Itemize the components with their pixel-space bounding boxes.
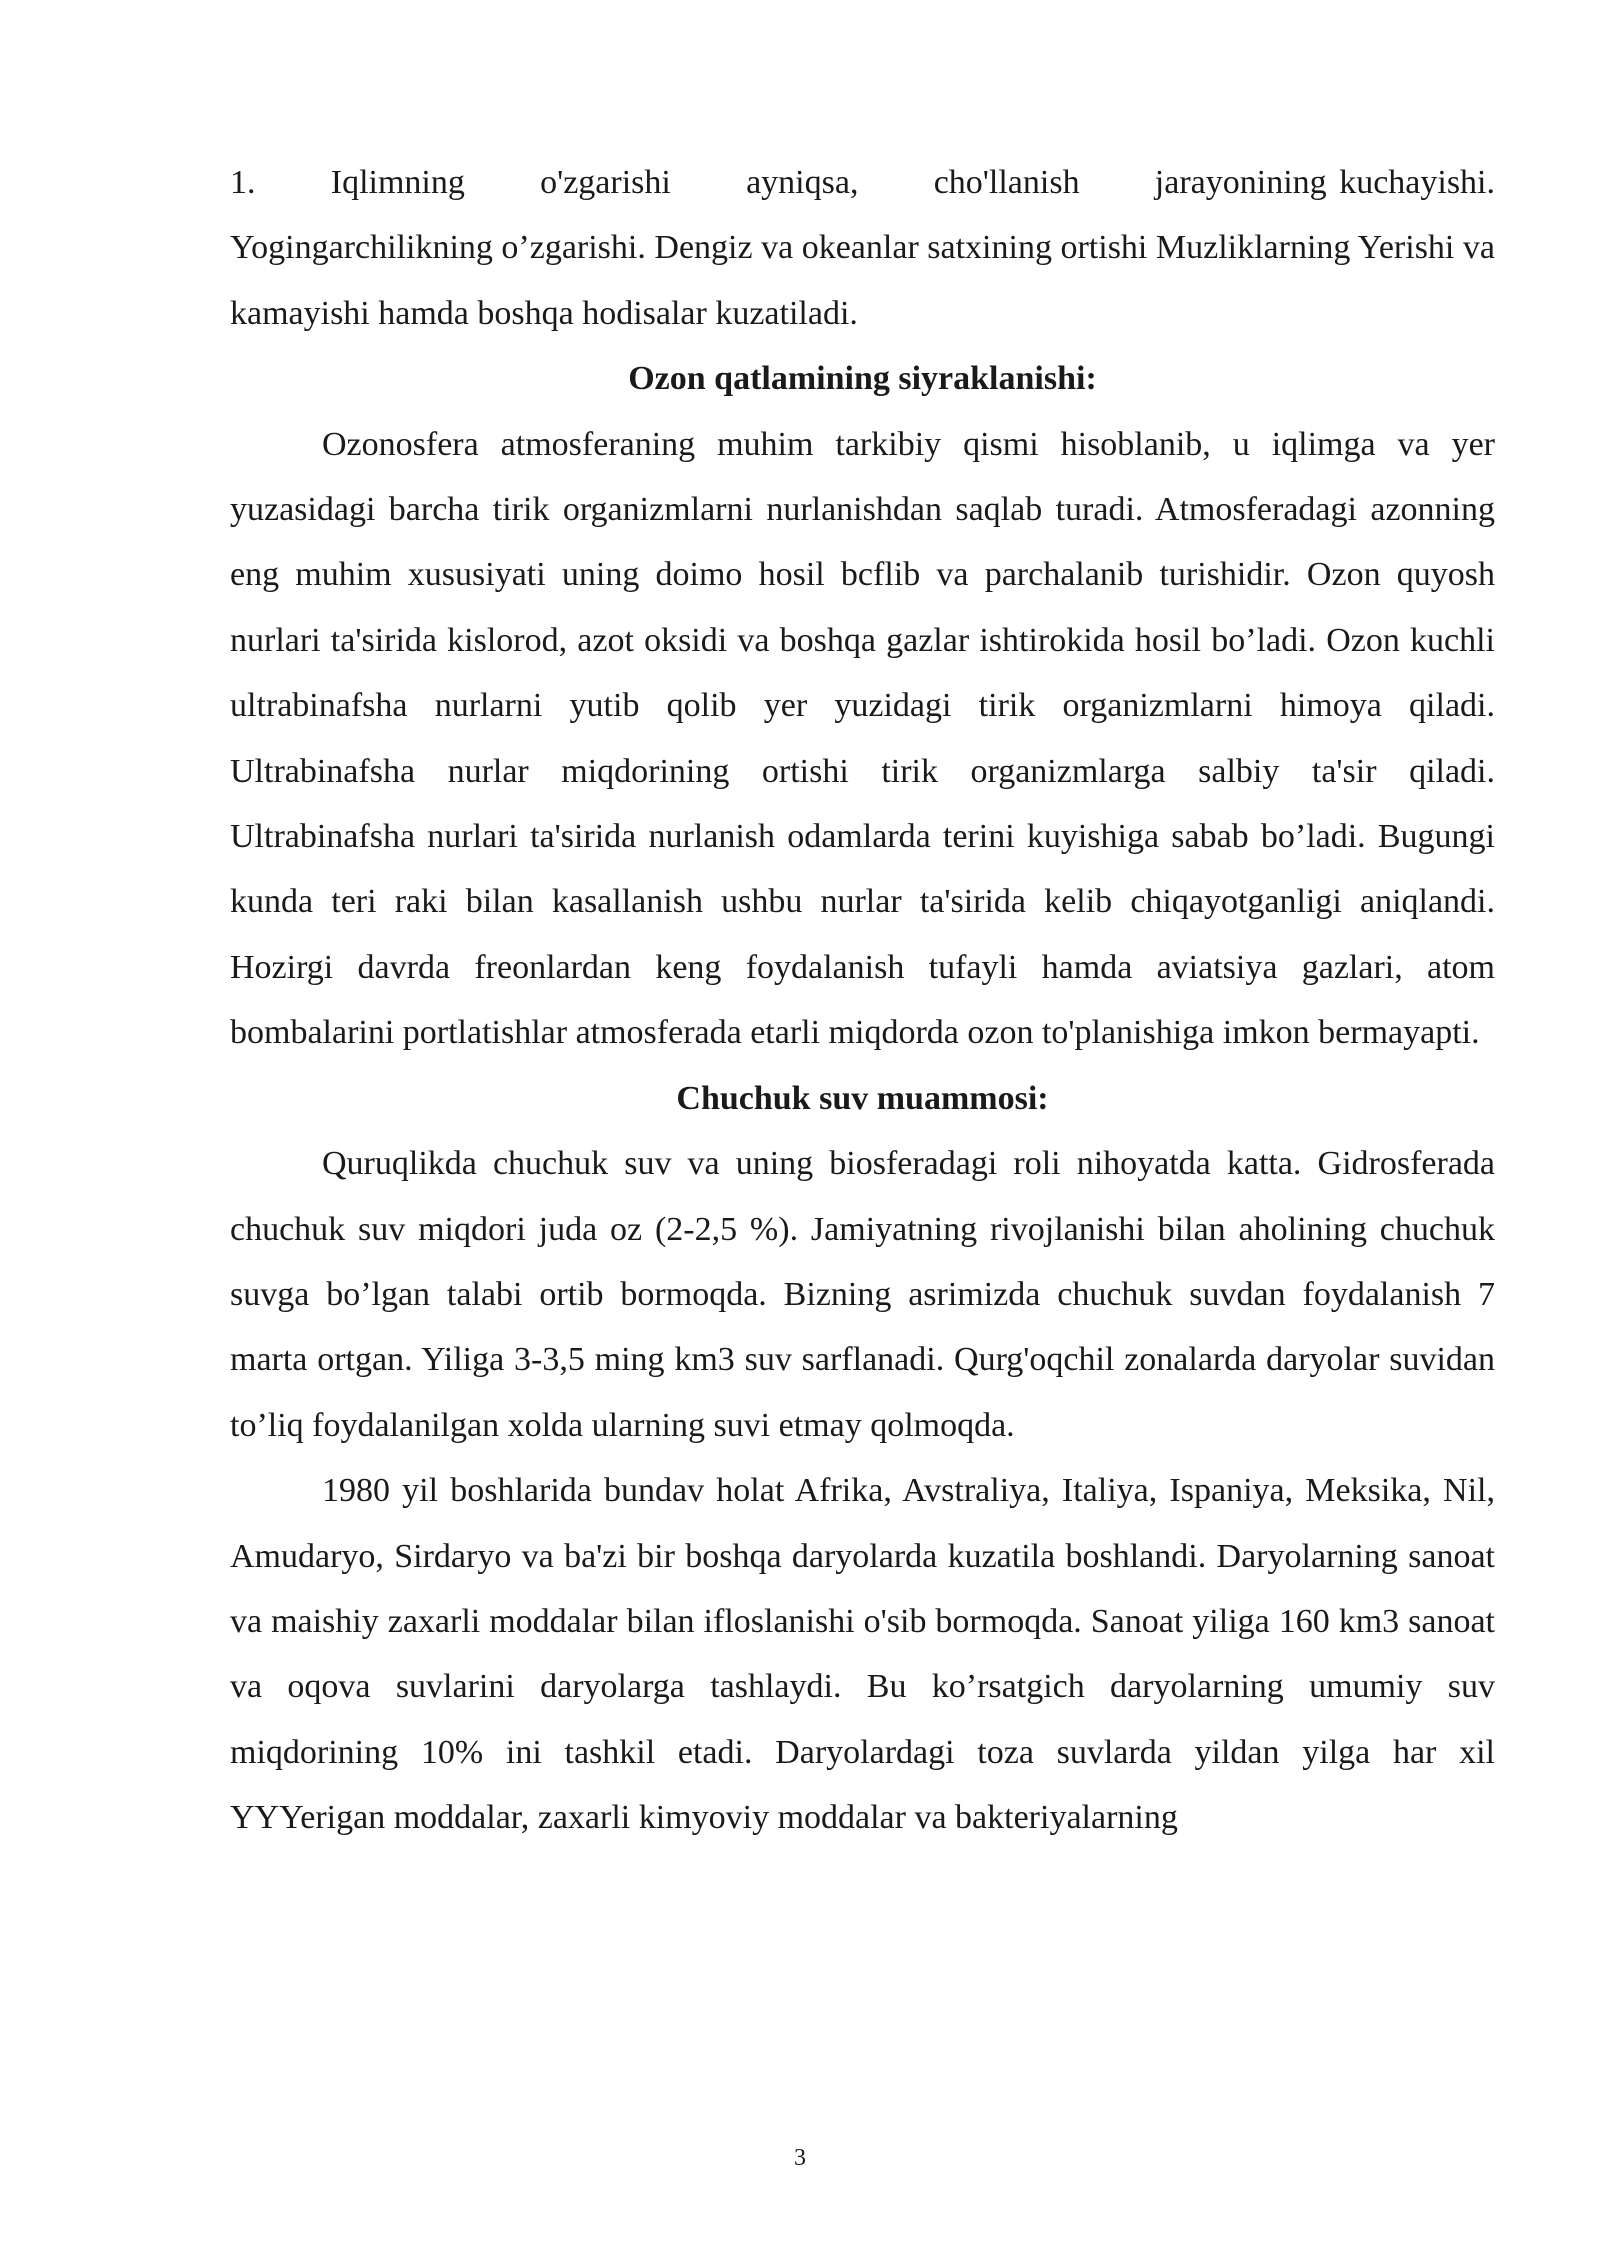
heading-fresh-water: Chuchuk suv muammosi: <box>676 1079 1049 1117</box>
heading-ozone-layer: Ozon qatlamining siyraklanishi: <box>628 360 1097 398</box>
paragraph-ozone: Ozonosfera atmosferaning muhim tarkibiy qismi hisoblanib, u iqlimga va yer yuzasidagi barcha tirik organizmlarni nurlanishdan saqlab turadi. Atmosferadagi azonning eng muhim xususiyati uning doimo hosil bcflib va parchalanib turishidir. Ozon quyosh nurlari ta'sirida kislorod, azot oksidi va boshqa gazlar ishtirokida hosil bo’ladi. Ozon kuchli ultrabinafsha nurlarni yutib qolib yer yuzidagi tirik organizmlarni himoya qiladi. Ultrabinafsha nurlar miqdorining ortishi tirik organizmlarga salbiy ta'sir qiladi. Ultrabinafsha nurlari ta'sirida nurlanish odamlarda terini kuyishiga sabab bo’ladi. Bugungi kunda teri raki bilan kasallanish ushbu nurlar ta'sirida kelib chiqayotganligi aniqlandi. Hozirgi davrda freonlardan keng foydalanish tufayli hamda aviatsiya gazlari, atom bombalarini portlatishlar atmosferada etarli miqdorda ozon to'planishiga imkon bermayapti. <box>230 425 1495 1052</box>
paragraph-fresh-water: Quruqlikda chuchuk suv va uning biosferadagi roli nihoyatda katta. Gidrosferada chuchuk suv miqdori juda oz (2-2,5 %). Jamiyatning rivojlanishi bilan aholining chuchuk suvga bo’lgan talabi ortib bormoqda. Bizning asrimizda chuchuk suvdan foydalanish 7 marta ortgan. Yiliga 3-3,5 ming km3 suv sarflanadi. Qurg'oqchil zonalarda daryolar suvidan to’liq foydalanilgan xolda ularning suvi etmay qolmoqda. <box>230 1145 1495 1444</box>
paragraph-rivers: 1980 yil boshlarida bundav holat Afrika, Avstraliya, Italiya, Ispaniya, Meksika, Nil, Amudaryo, Sirdaryo va ba'zi bir boshqa daryolarda kuzatila boshlandi. Daryolarning sanoat va maishiy zaxarli moddalar bilan ifloslanishi o'sib bormoqda. Sanoat yiliga 160 km3 sanoat va oqova suvlarini daryolarga tashlaydi. Bu ko’rsatgich daryolarning umumiy suv miqdorining 10% ini tashkil etadi. Daryolardagi toza suvlarda yildan yilga har xil YYYerigan moddalar, zaxarli kimyoviy moddalar va bakteriyalarning <box>230 1472 1495 1837</box>
document-page <box>230 150 1495 1851</box>
page-number: 3 <box>794 2145 806 2171</box>
paragraph-climate-change: 1. Iqlimning o'zgarishi ayniqsa, cho'llanish jarayonining kuchayishi. Yogingarchilikning o’zgarishi. Dengiz va okeanlar satxining ortishi Muzliklarning Yerishi va kamayishi hamda boshqa hodisalar kuzatiladi. <box>230 164 1495 332</box>
